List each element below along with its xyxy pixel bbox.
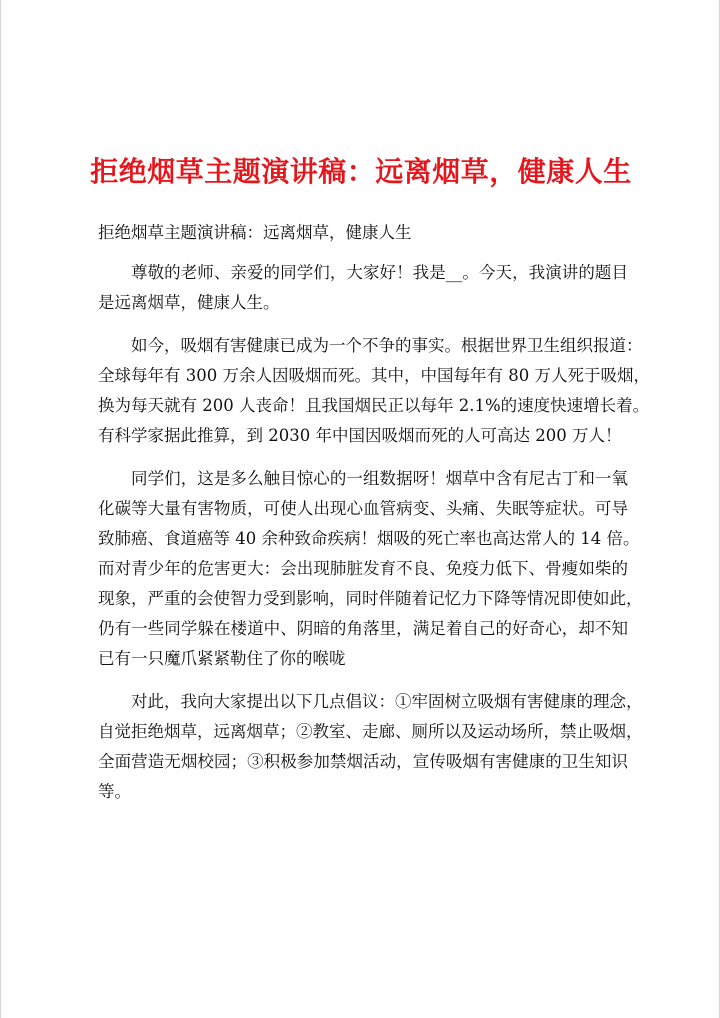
paragraph-line: 已有一只魔爪紧紧勒住了你的喉咙 <box>98 649 346 668</box>
paragraph-line: 换为每天就有 200 人丧命！且我国烟民正以每年 2.1%的速度快速增长着。 <box>98 396 650 415</box>
paragraph-greeting <box>98 258 628 318</box>
paragraph-line: 尊敬的老师、亲爱的同学们，大家好！我是__。今天，我演讲的题目 <box>131 263 628 282</box>
paragraph-line: 同学们，这是多么触目惊心的一组数据呀！烟草中含有尼古丁和一氧 <box>131 469 628 488</box>
document-title: 拒绝烟草主题演讲稿：远离烟草，健康人生 <box>90 155 632 188</box>
paragraph-line: 仍有一些同学躲在楼道中、阴暗的角落里，满足着自己的好奇心，却不知 <box>98 619 628 638</box>
paragraph-line: 有科学家据此推算，到 2030 年中国因吸烟而死的人可高达 200 万人！ <box>98 426 622 445</box>
document-body <box>98 218 650 820</box>
paragraph-line: 如今，吸烟有害健康已成为一个不争的事实。根据世界卫生组织报道： <box>131 336 643 355</box>
paragraph-line: 等。 <box>98 782 131 801</box>
paragraph-line: 全球每年有 300 万余人因吸烟而死。其中，中国每年有 80 万人死于吸烟， <box>98 366 650 385</box>
paragraph-line: 对此，我向大家提出以下几点倡议：①牢固树立吸烟有害健康的理念， <box>131 692 643 711</box>
paragraph-proposals <box>98 687 643 807</box>
paragraph-line: 而对青少年的危害更大：会出现肺脏发育不良、免疫力低下、骨瘦如柴的 <box>98 559 628 578</box>
paragraph-line: 是远离烟草，健康人生。 <box>98 293 280 312</box>
paragraph-line: 现象，严重的会使智力受到影响，同时伴随着记忆力下降等情况即使如此， <box>98 589 643 608</box>
paragraph-line: 全面营造无烟校园；③积极参加禁烟活动，宣传吸烟有害健康的卫生知识 <box>98 752 628 771</box>
paragraph-facts <box>98 331 650 451</box>
paragraph-line: 自觉拒绝烟草，远离烟草；②教室、走廊、厕所以及运动场所，禁止吸烟， <box>98 722 643 741</box>
paragraph-line: 致肺癌、食道癌等 40 余种致命疾病！烟吸的死亡率也高达常人的 14 倍。 <box>98 529 640 548</box>
document-subtitle: 拒绝烟草主题演讲稿：远离烟草，健康人生 <box>98 223 412 242</box>
paragraph-harms <box>98 464 643 674</box>
paragraph-line: 化碳等大量有害物质，可使人出现心血管病变、头痛、失眠等症状。可导 <box>98 499 628 518</box>
